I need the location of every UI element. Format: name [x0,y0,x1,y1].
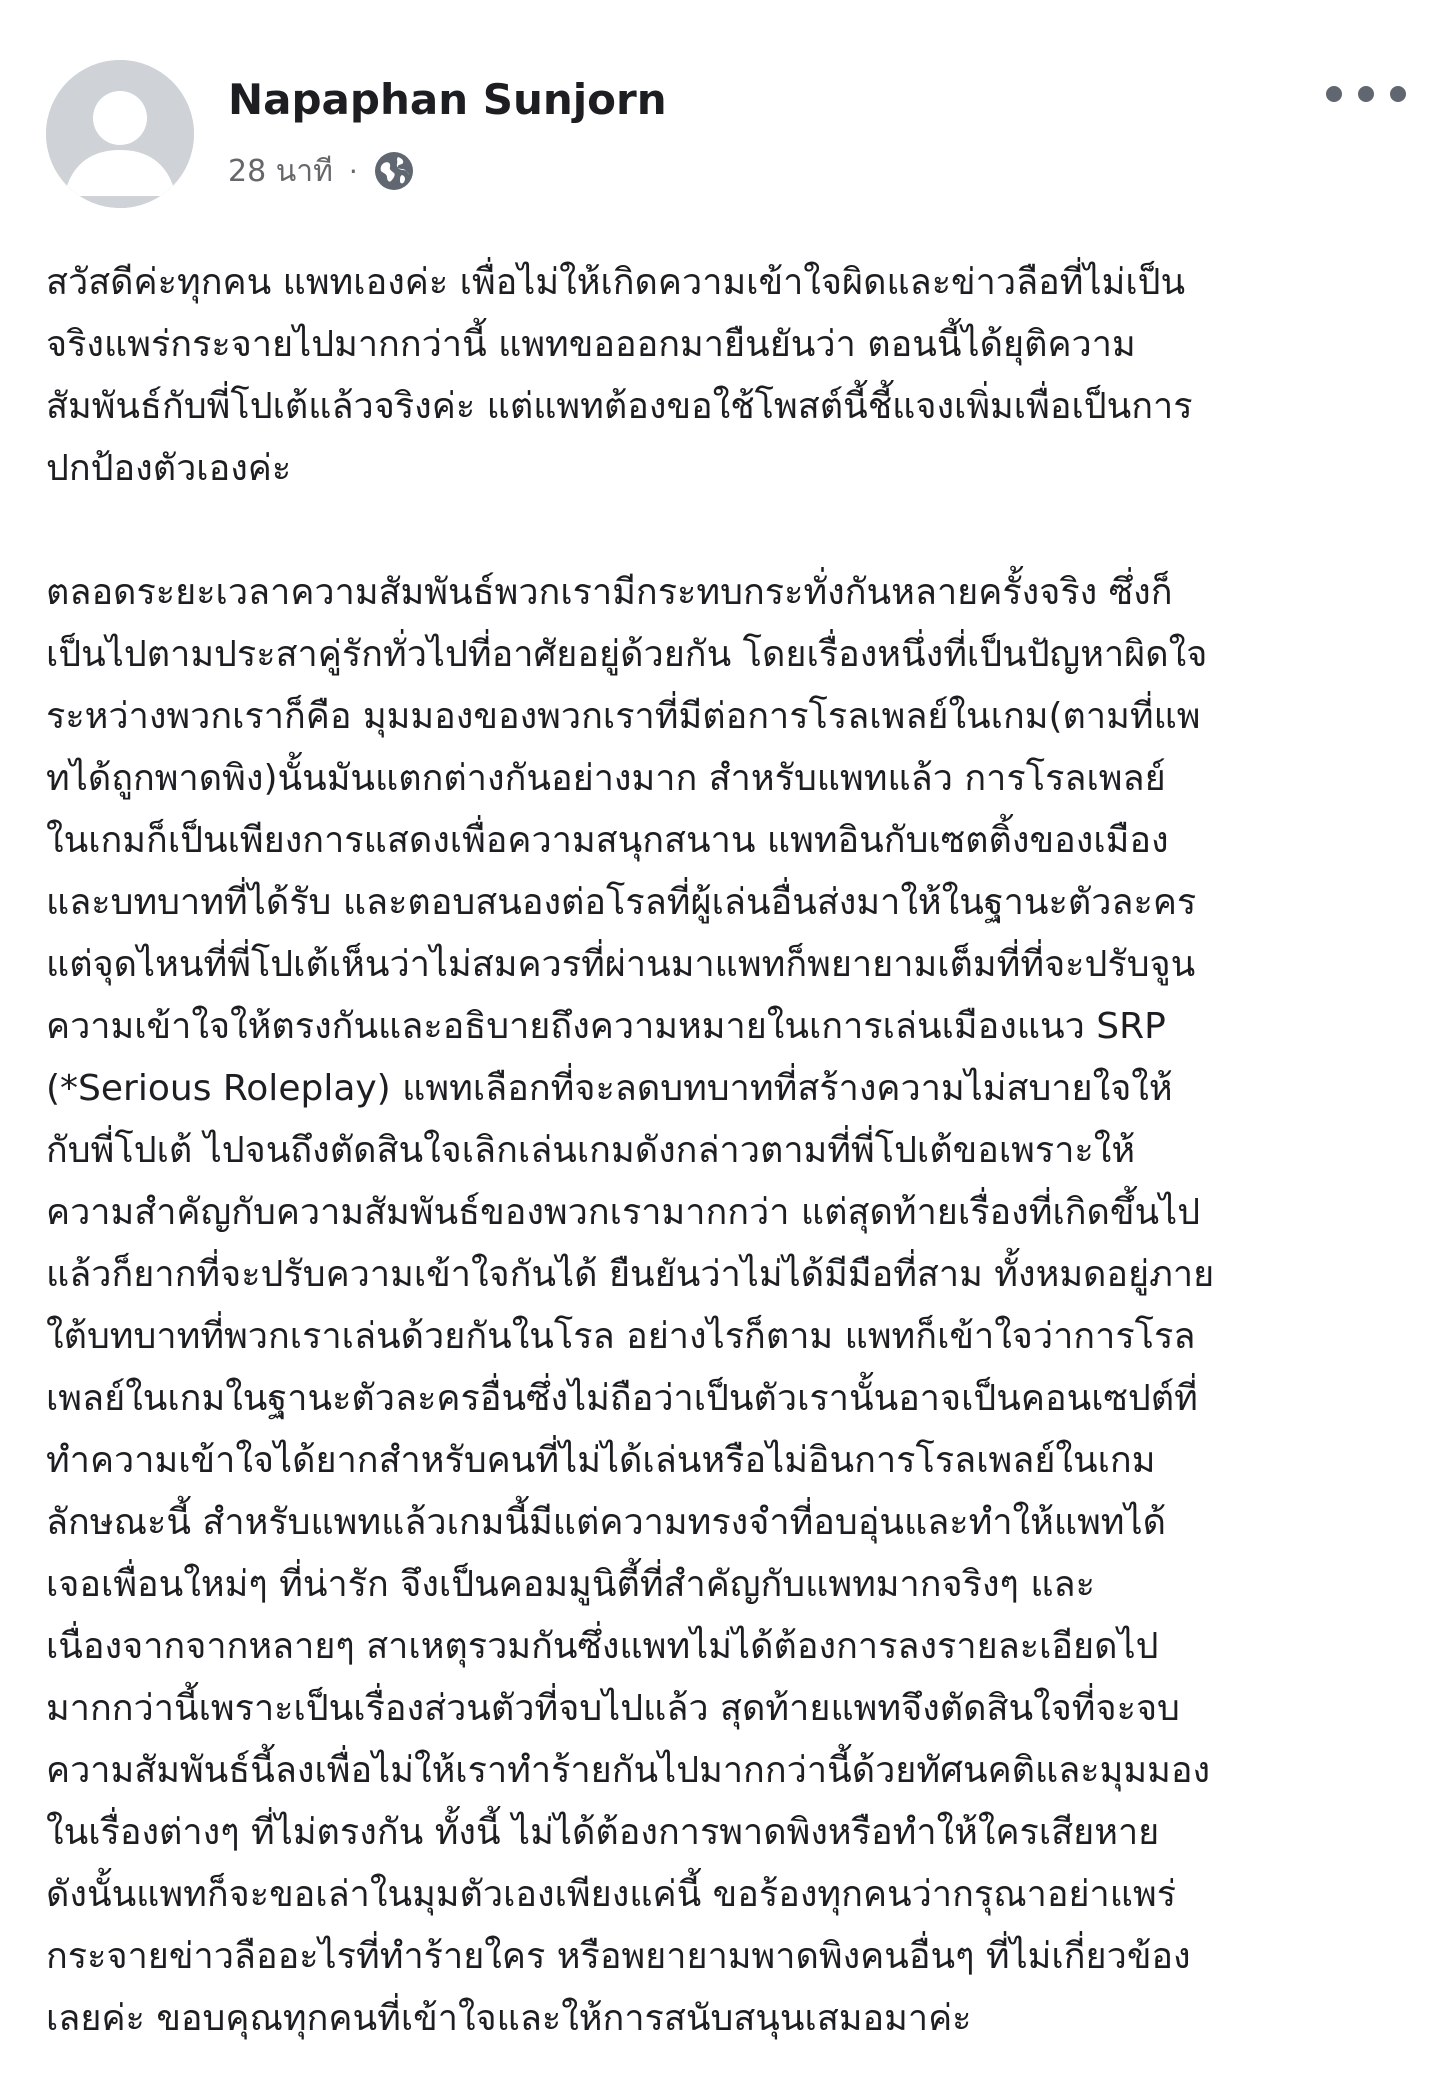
more-options-icon-dot [1358,86,1374,102]
avatar[interactable] [46,60,194,208]
author-name[interactable]: Napaphan Sunjorn [228,75,667,124]
default-avatar-icon [46,60,194,208]
post-paragraph-1: สวัสดีค่ะทุกคน แพทเองค่ะ เพื่อไม่ให้เกิดความเข้าใจผิดและข่าวลือที่ไม่เป็น จริงแพร่กระจายไปมากกว่านี้ แพทขอออกมายืนยันว่า ตอนนี้ได้ยุติความ สัมพันธ์กับพี่โปเต้แล้วจริงค่ะ แต่แพทต้องขอใช้โพสต์นี้ชี้แจงเพิ่มเพื่อเป็นการ ปกป้องตัวเองค่ะ [46,262,1193,489]
more-options-button[interactable] [1326,74,1406,114]
meta-separator: · [348,154,358,188]
post-header [46,60,1406,220]
post-content [46,252,1406,2050]
more-options-icon-dot [1326,86,1342,102]
more-options-icon-dot [1390,86,1406,102]
globe-icon[interactable] [372,149,416,193]
post-paragraph-2: ตลอดระยะเวลาความสัมพันธ์พวกเรามีกระทบกระทั่งกันหลายครั้งจริง ซึ่งก็ เป็นไปตามประสาคู่รักทั่วไปที่อาศัยอยู่ด้วยกัน โดยเรื่องหนึ่งที่เป็นปัญหาผิดใจ ระหว่างพวกเราก็คือ มุมมองของพวกเราที่มีต่อการโรลเพลย์ในเกม(ตามที่แพ ทได้ถูกพาดพิง)นั้นมันแตกต่างกันอย่างมาก สำหรับแพทแล้ว การโรลเพลย์ ในเกมก็เป็นเพียงการแสดงเพื่อความสนุกสนาน แพทอินกับเซตติ้งของเมือง และบทบาทที่ได้รับ และตอบสนองต่อโรลที่ผู้เล่นอื่นส่งมาให้ในฐานะตัวละคร แต่จุดไหนที่พี่โปเต้เห็นว่าไม่สมควรที่ผ่านมาแพทก็พยายามเต็มที่ที่จะปรับจูน ความเข้าใจให้ตรงกันและอธิบายถึงความหมายในเการเล่นเมืองแนว SRP (*Serious Roleplay) แพทเลือกที่จะลดบทบาทที่สร้างความไม่สบายใจให้ กับพี่โปเต้ ไปจนถึงตัดสินใจเลิกเล่นเกมดังกล่าวตามที่พี่โปเต้ขอเพราะให้ ความสำคัญกับความสัมพันธ์ของพวกเรามากกว่า แต่สุดท้ายเรื่องที่เกิดขึ้นไป แล้วก็ยากที่จะปรับความเข้าใจกันได้ ยืนยันว่าไม่ได้มีมือที่สาม ทั้งหมดอยู่ภาย ใต้บทบาทที่พวกเราเล่นด้วยกันในโรล อย่างไรก็ตาม แพทก็เข้าใจว่าการโรล เพลย์ในเกมในฐานะตัวละครอื่นซึ่งไม่ถือว่าเป็นตัวเรานั้นอาจเป็นคอนเซปต์ที่ ทำความเข้าใจได้ยากสำหรับคนที่ไม่ได้เล่นหรือไม่อินการโรลเพลย์ในเกม ลักษณะนี้ สำหรับแพทแล้วเกมนี้มีแต่ความทรงจำที่อบอุ่นและทำให้แพทได้ เจอเพื่อนใหม่ๆ ที่น่ารัก จึงเป็นคอมมูนิตี้ที่สำคัญกับแพทมากจริงๆ และ เนื่องจากจากหลายๆ สาเหตุรวมกันซึ่งแพทไม่ได้ต้องการลงรายละเอียดไป มากกว่านี้เพราะเป็นเรื่องส่วนตัวที่จบไปแล้ว สุดท้ายแพทจึงตัดสินใจที่จะจบ ความสัมพันธ์นี้ลงเพื่อไม่ให้เราทำร้ายกันไปมากกว่านี้ด้วยทัศนคติและมุมมอง ในเรื่องต่างๆ ที่ไม่ตรงกัน ทั้งนี้ ไม่ได้ต้องการพาดพิงหรือทำให้ใครเสียหาย ดังนั้นแพทก็จะขอเล่าในมุมตัวเองเพียงแค่นี้ ขอร้องทุกคนว่ากรุณาอย่าแพร่ กระจายข่าวลืออะไรที่ทำร้ายใคร หรือพยายามพาดพิงคนอื่นๆ ที่ไม่เกี่ยวข้อง เลยค่ะ ขอบคุณทุกคนที่เข้าใจและให้การสนับสนุนเสมอมาค่ะ [46,572,1215,2039]
post-timestamp[interactable]: 28 นาที [228,153,333,189]
post-meta [228,146,416,196]
